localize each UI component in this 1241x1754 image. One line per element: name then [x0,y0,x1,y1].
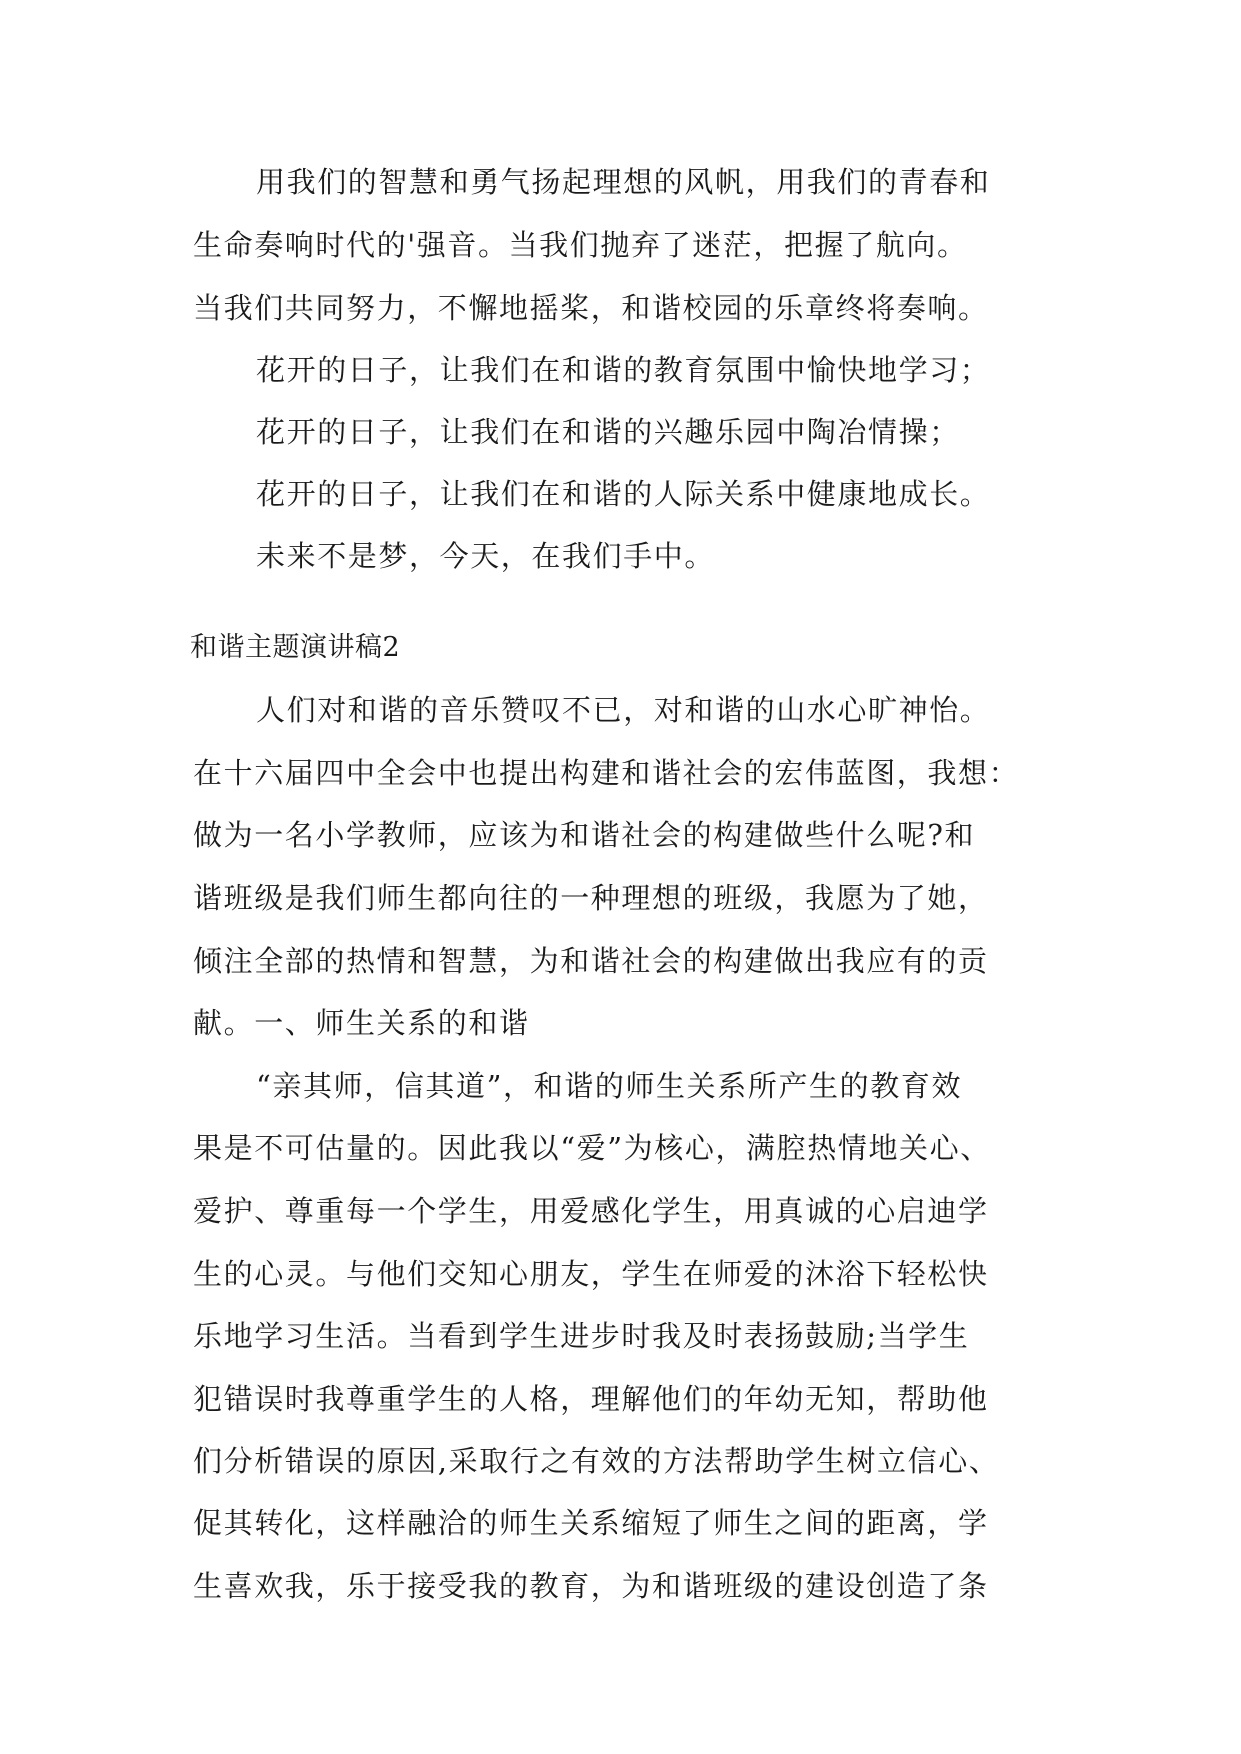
text-line: 用我们的智慧和勇气扬起理想的风帆，用我们的青春和 [256,165,991,199]
text-line: 花开的日子，让我们在和谐的人际关系中健康地成长。 [256,477,991,511]
text-line: 促其转化，这样融洽的师生关系缩短了师生之间的距离，学 [193,1506,989,1540]
section-title: 和谐主题演讲稿2 [190,632,401,663]
text-line: 生的心灵。与他们交知心朋友，学生在师爱的沐浴下轻松快 [193,1257,989,1291]
text-line: 倾注全部的热情和智慧，为和谐社会的构建做出我应有的贡 [193,944,989,978]
text-line: 生命奏响时代的'强音。当我们抛弃了迷茫，把握了航向。 [193,228,968,262]
text-line: 人们对和谐的音乐赞叹不已，对和谐的山水心旷神怡。 [256,693,991,727]
text-line: 在十六届四中全会中也提出构建和谐社会的宏伟蓝图，我想： [193,756,1020,790]
text-line: 生喜欢我，乐于接受我的教育，为和谐班级的建设创造了条 [193,1569,989,1603]
text-line: 当我们共同努力，不懈地摇桨，和谐校园的乐章终将奏响。 [193,291,989,325]
text-line: 谐班级是我们师生都向往的一种理想的班级，我愿为了她， [193,881,989,915]
text-line: 花开的日子，让我们在和谐的教育氛围中愉快地学习； [256,353,991,387]
text-line: 爱护、尊重每一个学生，用爱感化学生，用真诚的心启迪学 [193,1194,989,1228]
text-line: 献。一、师生关系的和谐 [193,1006,530,1040]
text-line: 果是不可估量的。因此我以“爱”为核心，满腔热情地关心、 [193,1131,991,1165]
text-line: 花开的日子，让我们在和谐的兴趣乐园中陶冶情操； [256,415,960,449]
text-line: 乐地学习生活。当看到学生进步时我及时表扬鼓励;当学生 [193,1319,970,1353]
text-line: 犯错误时我尊重学生的人格，理解他们的年幼无知，帮助他 [193,1382,989,1416]
text-line: 未来不是梦，今天，在我们手中。 [256,539,716,573]
text-line: “亲其师，信其道”，和谐的师生关系所产生的教育效 [256,1069,963,1103]
text-line: 们分析错误的原因,采取行之有效的方法帮助学生树立信心、 [193,1444,1000,1478]
text-line: 做为一名小学教师，应该为和谐社会的构建做些什么呢?和 [193,818,976,852]
